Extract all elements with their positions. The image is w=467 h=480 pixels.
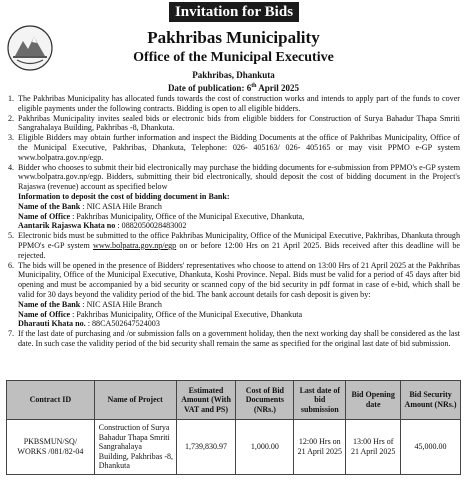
- place-name: Pakhribas, Dhankuta: [192, 70, 275, 80]
- item-text-b: on or before 12:00 Hrs on 21 April 2025. Bids received after this deadline will be rejected.: [18, 240, 460, 260]
- item-text: The bids will be opened in the presence of Bidders' representatives who choose to attend on 13:00 Hrs of 21 April 2025 at the Pakhribas Municipality, Office of the Municipal Executive, Dhankuta, Koshi Province. Nepal. Bids must be valid for a period of 45 days after bid opening and must be accompanied by a bid security or scanned copy of the bid security in pdf format in case of e-bid, which shall be valid for 30 days beyond the validity period of the bid. The bank account details for cash deposit is given by:: [18, 260, 460, 299]
- office-name-label: Name of Office: [18, 211, 71, 221]
- account-label: Aantarik Rajaswa Khata no: [18, 221, 116, 231]
- col-header-project: Name of Project: [94, 381, 176, 420]
- notice-banner: Invitation for Bids: [169, 2, 299, 22]
- notice-item-5: [8, 231, 460, 260]
- bank-name-line: [18, 300, 460, 310]
- office-name-line: [18, 212, 460, 222]
- cell-amount: 1,739,830.97: [176, 420, 236, 475]
- cell-contract-id: PKBSMUN/SQ/ WORKS /081/82-04: [7, 420, 95, 475]
- item-text: The Pakhribas Municipality has allocated funds towards the cost of construction works and intends to apply part of the funds to cover eligible payments under the following contracts. Bidding is open to all eligible bidders.: [18, 94, 460, 113]
- notice-item-7: [8, 329, 460, 349]
- account-label: Dharauti Khata no.: [18, 319, 86, 329]
- office-name-label: Name of Office: [18, 309, 71, 319]
- col-header-last-date: Last date of bid submission: [294, 381, 346, 420]
- item-text: Eligible Bidders may obtain further information and inspect the Bidding Documents at the office of Pakhribas Municipality, Office of the Municipal Executive, Pakhribas, Dhankuta, Telephone: 026- 405163/ 026- 405165 or may visit PPMO e-GP system www.bolpatra.gov.np/egp.: [18, 133, 460, 162]
- bank-name-value: : NIC ASIA Hile Branch: [80, 201, 162, 211]
- bank-info-heading: Information to deposit the cost of bidding document in Bank:: [18, 191, 230, 201]
- item-number: 5.: [8, 231, 15, 241]
- item-number: 4.: [8, 162, 15, 172]
- contract-table: [6, 380, 461, 475]
- pub-date-ordinal: th: [251, 83, 257, 89]
- item-number: 2.: [8, 113, 15, 123]
- account-value: : 88CA502647524003: [85, 319, 160, 329]
- egp-link[interactable]: www.bolpatra.gov.np/egp: [92, 240, 177, 250]
- account-line: [18, 319, 460, 329]
- col-header-contract-id: Contract ID: [7, 381, 95, 420]
- cell-project: Construction of Surya Bahadur Thapa Smriti Sangrahalaya Building, Pakhribas -8, Dhankuta: [94, 420, 176, 475]
- office-name-value: : Pakhribas Municipality, Office of the Municipal Executive, Dhankuta,: [70, 211, 305, 221]
- municipality-name: Pakhribas Municipality: [147, 28, 320, 47]
- cell-last-date: 12:00 Hrs on 21 April 2025: [294, 420, 346, 475]
- notice-item-6: [8, 261, 460, 330]
- table-header-row: [7, 381, 461, 420]
- item-number: 1.: [8, 94, 15, 103]
- office-name-value: : Pakhribas Municipality, Office of the Municipal Executive, Dhankuta: [70, 309, 303, 319]
- notice-item-1: [8, 94, 460, 114]
- cell-security: 45,000.00: [401, 420, 461, 475]
- office-name: Office of the Municipal Executive: [133, 50, 334, 65]
- pub-date-prefix: Date of publication: 6: [167, 83, 252, 93]
- col-header-amount: Estimated Amount (With VAT and PS): [176, 381, 236, 420]
- notice-item-4: [8, 163, 460, 232]
- item-text-a: Electronic bids must be submitted to the office Pakhribas Municipality, Office of the Municipal Executive, Pakhribas, Dhankuta through PPMO's e-GP system: [18, 231, 460, 250]
- bank-name-label: Name of the Bank: [18, 299, 81, 309]
- col-header-doc-cost: Cost of Bid Documents (NRs.): [236, 381, 294, 420]
- bank-name-value: : NIC ASIA Hile Branch: [80, 299, 162, 309]
- pub-date-suffix: April 2025: [256, 83, 300, 93]
- notice-body: [8, 94, 460, 349]
- item-number: 3.: [8, 133, 15, 143]
- cell-opening: 13:00 Hrs of 21 April 2025: [346, 420, 401, 475]
- cell-doc-cost: 1,000.00: [236, 420, 294, 475]
- col-header-opening: Bid Opening date: [346, 381, 401, 420]
- table-row: [7, 420, 461, 475]
- publication-date: [0, 81, 467, 94]
- item-text: Pakhribas Municipality invites sealed bids or electronic bids from eligible bidders for Construction of Surya Bahadur Thapa Smriti Sangrahalaya Building, Pakhribas -8, Dhankuta.: [18, 113, 460, 133]
- bank-name-line: [18, 202, 460, 212]
- account-line: [18, 221, 460, 231]
- col-header-security: Bid Security Amount (NRs.): [401, 381, 461, 420]
- account-value: : 0882050028483002: [115, 221, 187, 231]
- office-name-line: [18, 310, 460, 320]
- item-number: 7.: [8, 329, 15, 339]
- notice-item-3: [8, 133, 460, 162]
- item-text: Bidder who chooses to submit their bid electronically may purchase the bidding documents for e-submission from PPMO's e-GP system www.bolpatra.gov.np/egp. Bidders, submitting their bid electronically, should deposit the cost of bidding document in the Project's Rajaswa (revenue) account as specified below: [18, 162, 460, 192]
- item-text: If the last date of purchasing and /or submission falls on a government holiday, then the next working day shall be considered as the last date. In such case the validity period of the bid security shall remain the same as specified for the original last date of bid submission.: [18, 329, 460, 348]
- notice-item-2: [8, 114, 460, 134]
- item-number: 6.: [8, 260, 15, 270]
- bank-name-label: Name of the Bank: [18, 201, 81, 211]
